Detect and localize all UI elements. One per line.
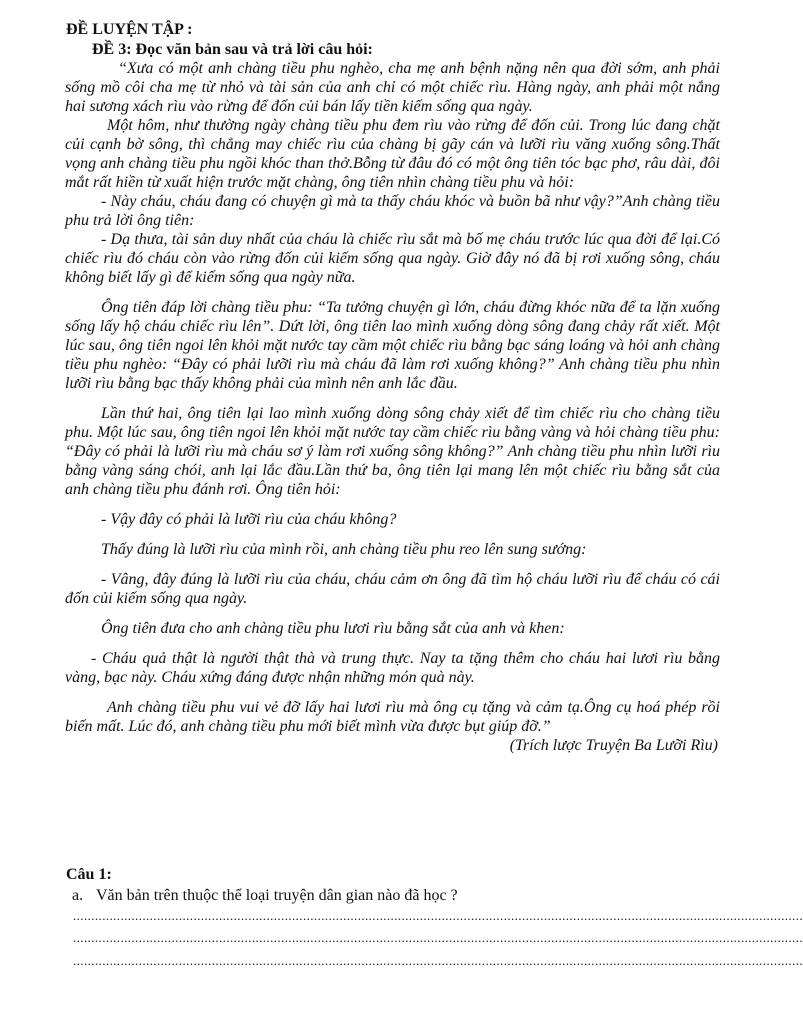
question-heading: Câu 1: bbox=[66, 866, 112, 883]
paragraph-11: - Cháu quả thật là người thật thà và trung thực. Nay ta tặng thêm cho cháu hai lươi rìu bằng vàng, bạc này. Cháu xứng đáng được nhận những món quà này. bbox=[65, 650, 720, 686]
paragraph-12: Anh chàng tiều phu vui vẻ đỡ lấy hai lươi rìu mà ông cụ tặng và cảm tạ.Ông cụ hoá phép rồi biến mất. Lúc đó, anh chàng tiều phu mới biết mình vừa được bụt giúp đỡ.” bbox=[65, 699, 720, 735]
paragraph-3: - Này cháu, cháu đang có chuyện gì mà ta thấy cháu khóc và buồn bã như vậy?”Anh chàng tiều phu trả lời ông tiên: bbox=[65, 193, 720, 229]
paragraph-10: Ông tiên đưa cho anh chàng tiều phu lươi rìu bằng sắt của anh và khen: bbox=[101, 620, 565, 637]
answer-line-2[interactable]: ........................................................................................................................................................................................................ bbox=[73, 930, 803, 945]
paragraph-5: Ông tiên đáp lời chàng tiều phu: “Ta tưởng chuyện gì lớn, cháu đừng khóc nữa để ta lặn xuống sống lấy hộ cháu chiếc rìu lên”. Dứt lời, ông tiên lao mình xuống dòng sông đang chảy rất xiết. Một lúc sau, ông tiên ngoi lên khỏi mặt nước tay cầm một chiếc rìu bằng bạc sáng loáng và hỏi anh chàng tiều phu nghèo: “Đây có phải lưỡi rìu mà cháu đã làm rơi xuống không?” Anh chàng tiều phu nhìn lưỡi rìu bằng bạc thấy không phải của mình nên anh lắc đầu. bbox=[65, 299, 720, 392]
paragraph-4: - Dạ thưa, tài sản duy nhất của cháu là chiếc rìu sắt mà bố mẹ cháu trước lúc qua đời để lại.Có chiếc rìu đó cháu còn vào rừng đốn củi kiếm sống qua ngày. Giờ đây nó đã bị rơi xuống sông, cháu không biết lấy gì để kiếm sống qua ngày nữa. bbox=[65, 231, 720, 286]
paragraph-2: Một hôm, như thường ngày chàng tiều phu đem rìu vào rừng để đốn củi. Trong lúc đang chặt củi cạnh bờ sông, thì chẳng may chiếc rìu của chàng bị gãy cán và lưỡi rìu văng xuống sông.Thất vọng anh chàng tiều phu ngồi khóc than thở.Bỗng từ đâu đó có một ông tiên tóc bạc phơ, râu dài, đôi mắt rất hiền từ xuất hiện trước mặt chàng, ông tiên nhìn chàng tiều phu và hỏi: bbox=[65, 117, 720, 191]
answer-line-3[interactable]: ........................................................................................................................................................................................................ bbox=[73, 953, 803, 968]
question-a-label: a. bbox=[72, 887, 84, 904]
question-a-text: Văn bản trên thuộc thể loại truyện dân gian nào đã học ? bbox=[96, 887, 458, 904]
exercise-subtitle: ĐỀ 3: Đọc văn bản sau và trả lời câu hỏi: bbox=[92, 41, 373, 58]
story-passage bbox=[65, 59, 720, 755]
source-citation: (Trích lược Truyện Ba Lưỡi Rìu) bbox=[509, 737, 718, 754]
paragraph-7: - Vậy đây có phải là lưỡi rìu của cháu không? bbox=[101, 511, 397, 528]
paragraph-1: “Xưa có một anh chàng tiều phu nghèo, cha mẹ anh bệnh nặng nên qua đời sớm, anh phải sống mồ côi cha mẹ từ nhỏ và tài sản của anh chỉ có một chiếc rìu. Hàng ngày, anh phải một nắng hai sương xách rìu vào rừng để đốn củi bán lấy tiền kiếm sống qua ngày. bbox=[65, 60, 720, 115]
paragraph-9: - Vâng, đây đúng là lưỡi rìu của cháu, cháu cảm ơn ông đã tìm hộ cháu lưỡi rìu để cháu có cái đốn củi kiếm sống qua ngày. bbox=[65, 571, 720, 607]
paragraph-8: Thấy đúng là lưỡi rìu của mình rồi, anh chàng tiều phu reo lên sung sướng: bbox=[101, 541, 587, 558]
exercise-title: ĐỀ LUYỆN TẬP : bbox=[66, 21, 193, 38]
paragraph-6: Lần thứ hai, ông tiên lại lao mình xuống dòng sông chảy xiết để tìm chiếc rìu cho chàng tiều phu. Một lúc sau, ông tiên ngoi lên khỏi mặt nước tay cầm chiếc rìu bằng vàng và hỏi chàng tiều phu: “Đây có phải là lưỡi rìu mà cháu sơ ý làm rơi xuống sông không?” Anh chàng tiều phu nhìn lưỡi rìu bằng vàng sáng chói, anh lại lắc đầu.Lần thứ ba, ông tiên lại mang lên một chiếc rìu bằng sắt của anh chàng tiều phu đánh rơi. Ông tiên hỏi: bbox=[65, 405, 720, 498]
question-a bbox=[72, 886, 458, 905]
answer-line-1[interactable]: ........................................................................................................................................................................................................ bbox=[73, 908, 803, 923]
